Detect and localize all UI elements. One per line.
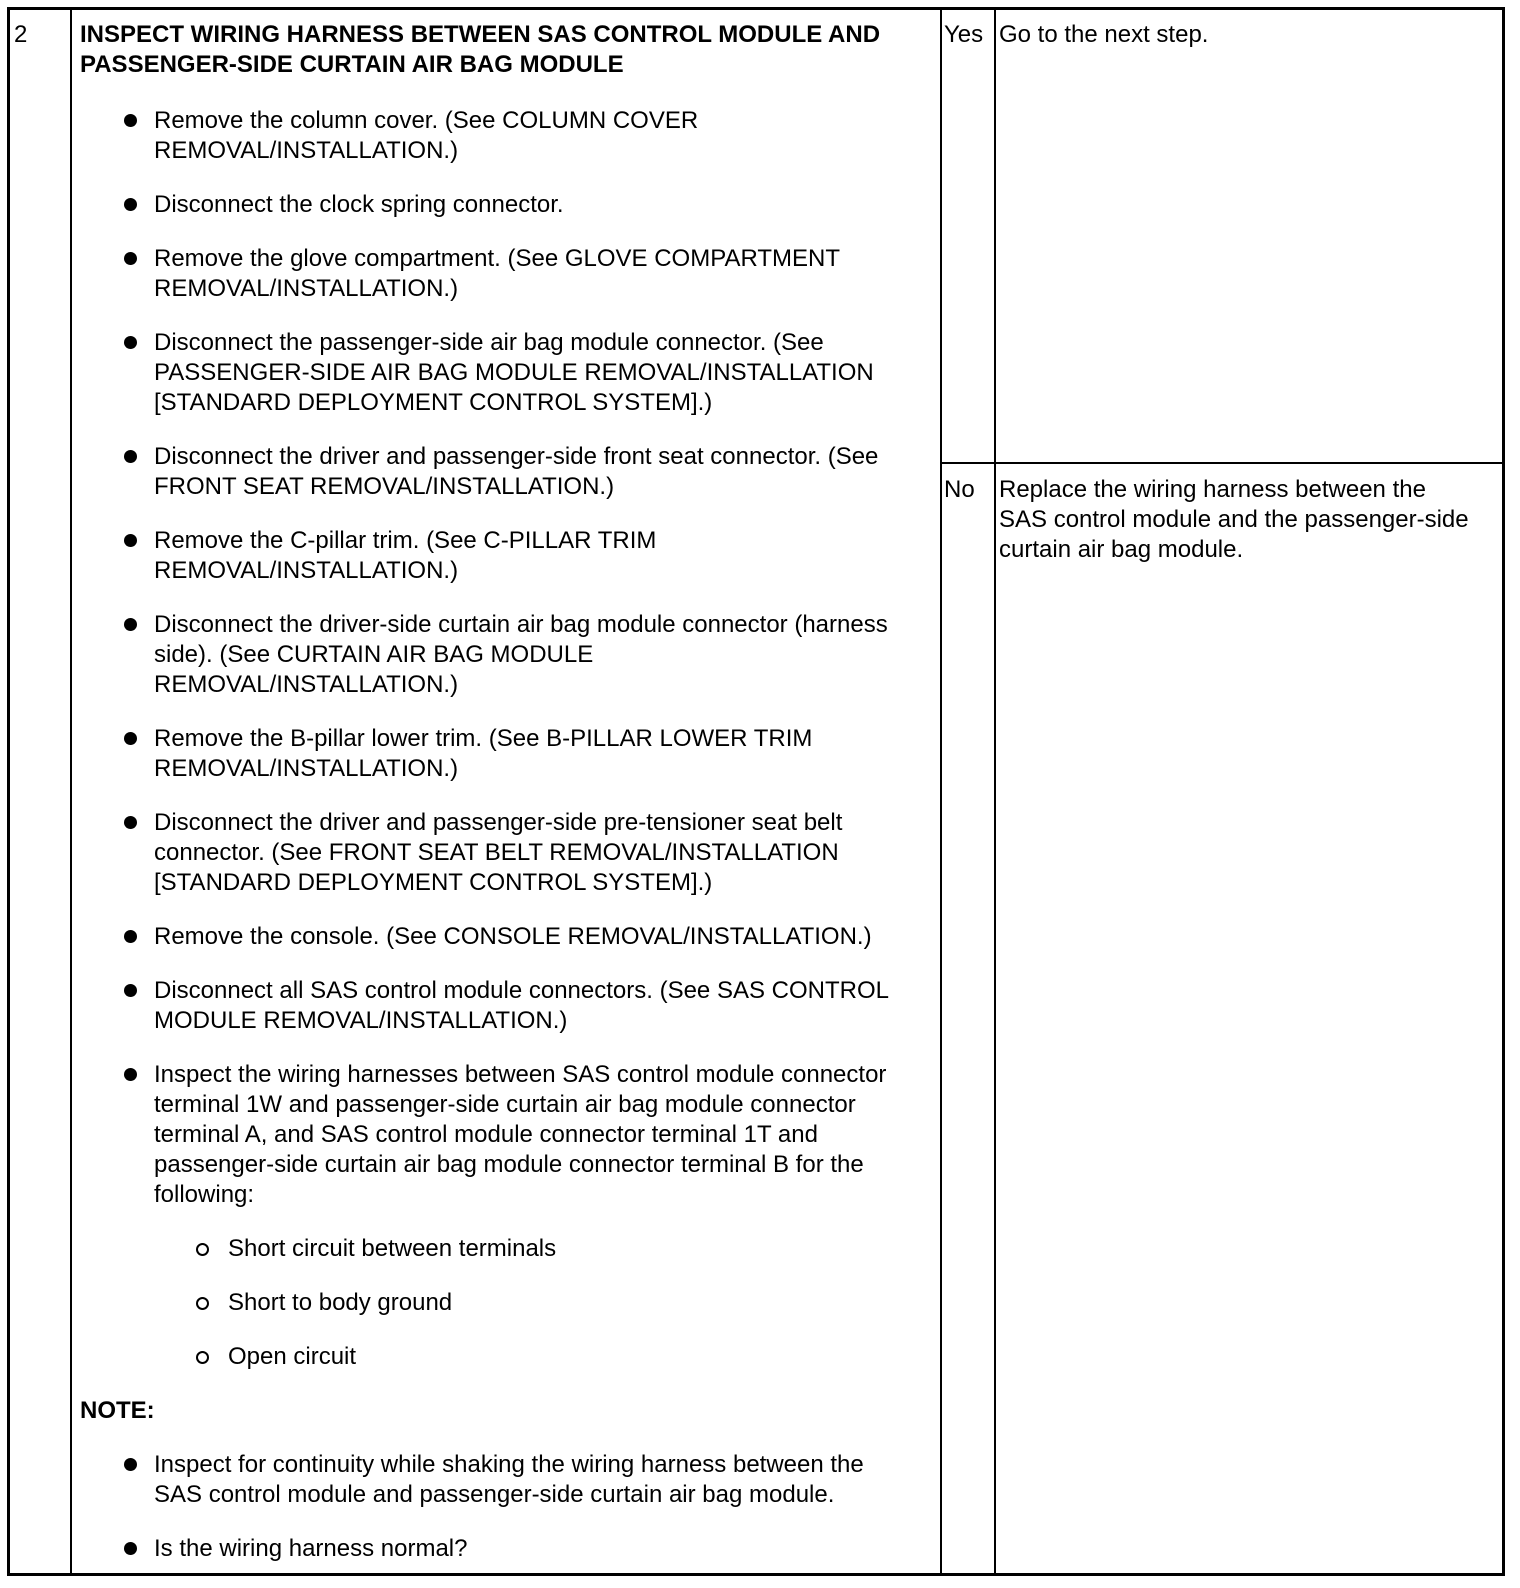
no-action-line: curtain air bag module. <box>999 536 1244 563</box>
sub-list-item: Short circuit between terminals <box>80 1234 940 1264</box>
note-label: NOTE: <box>80 1397 155 1424</box>
no-label: No <box>944 476 975 503</box>
procedure-list <box>80 106 940 1588</box>
step-title <box>80 20 880 80</box>
sub-list-item: Open circuit <box>80 1342 940 1372</box>
list-item: Disconnect the clock spring connector. <box>80 190 940 220</box>
step-title-line: PASSENGER-SIDE CURTAIN AIR BAG MODULE <box>80 51 624 78</box>
note-item: Inspect for continuity while shaking the wiring harness between the SAS control module and passenger-side curtain air bag module. <box>80 1450 940 1510</box>
no-action <box>999 475 1469 565</box>
yes-label: Yes <box>944 21 984 48</box>
sub-list-item: Short to body ground <box>80 1288 940 1318</box>
no-action-line: Replace the wiring harness between the <box>999 476 1426 503</box>
list-item: Inspect the wiring harnesses between SAS control module connector terminal 1W and passenger-side curtain air bag module connector terminal A, and SAS control module connector terminal 1T and passenger-side curtain air bag module connector terminal B for the following: <box>80 1060 940 1210</box>
list-item: Remove the console. (See CONSOLE REMOVAL/INSTALLATION.) <box>80 922 940 952</box>
list-item: Disconnect the passenger-side air bag module connector. (See PASSENGER-SIDE AIR BAG MODULE REMOVAL/INSTALLATION [STANDARD DEPLOYMENT CONTROL SYSTEM].) <box>80 328 940 418</box>
step-number: 2 <box>14 21 28 48</box>
list-item: Disconnect all SAS control module connectors. (See SAS CONTROL MODULE REMOVAL/INSTALLATION.) <box>80 976 940 1036</box>
yes-action: Go to the next step. <box>999 21 1209 48</box>
list-item: Remove the glove compartment. (See GLOVE COMPARTMENT REMOVAL/INSTALLATION.) <box>80 244 940 304</box>
column-divider-result <box>940 10 942 1573</box>
step-title-line: INSPECT WIRING HARNESS BETWEEN SAS CONTROL MODULE AND <box>80 21 881 48</box>
list-item: Disconnect the driver-side curtain air bag module connector (harness side). (See CURTAIN AIR BAG MODULE REMOVAL/INSTALLATION.) <box>80 610 940 700</box>
note-item: Is the wiring harness normal? <box>80 1534 940 1564</box>
column-divider-action <box>994 10 996 1573</box>
list-item: Remove the B-pillar lower trim. (See B-PILLAR LOWER TRIM REMOVAL/INSTALLATION.) <box>80 724 940 784</box>
list-item: Disconnect the driver and passenger-side front seat connector. (See FRONT SEAT REMOVAL/INSTALLATION.) <box>80 442 940 502</box>
diagnostic-table <box>7 7 1505 1576</box>
yes-no-divider <box>940 462 1502 464</box>
list-item: Remove the column cover. (See COLUMN COVER REMOVAL/INSTALLATION.) <box>80 106 940 166</box>
list-item: Disconnect the driver and passenger-side pre-tensioner seat belt connector. (See FRONT SEAT BELT REMOVAL/INSTALLATION [STANDARD DEPLOYMENT CONTROL SYSTEM].) <box>80 808 940 898</box>
no-action-line: SAS control module and the passenger-side <box>999 506 1469 533</box>
list-item: Remove the C-pillar trim. (See C-PILLAR TRIM REMOVAL/INSTALLATION.) <box>80 526 940 586</box>
column-divider-step <box>70 10 72 1573</box>
